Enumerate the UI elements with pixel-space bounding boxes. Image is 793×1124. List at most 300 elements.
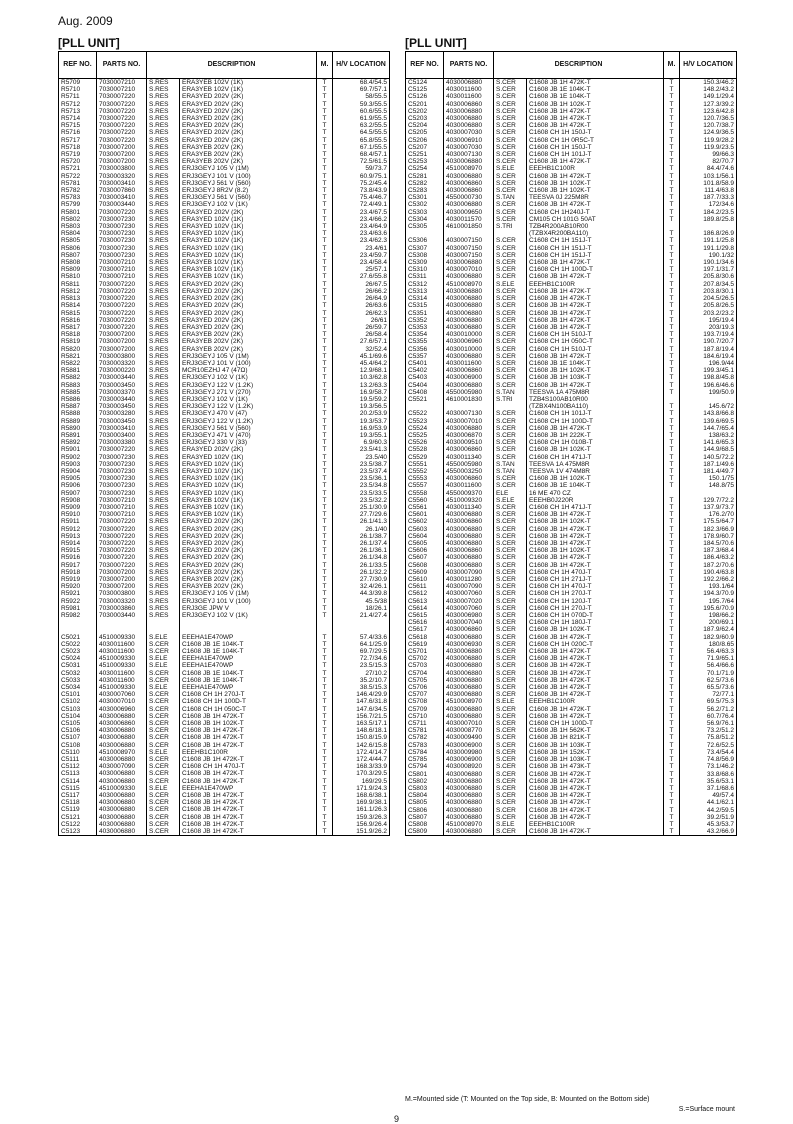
table-row <box>59 310 390 317</box>
parts-no: 4030006880 <box>444 288 494 295</box>
hv-location: 26.1/40 <box>333 526 390 533</box>
parts-no: 7030007220 <box>97 115 147 122</box>
hv-location: 184.6/19.4 <box>680 353 737 360</box>
mounted-side: T <box>664 706 680 713</box>
type: S.TRI <box>494 223 527 230</box>
hv-location: 72.6/52.5 <box>680 742 737 749</box>
mounted-side: T <box>317 425 333 432</box>
mounted-side: T <box>317 756 333 763</box>
parts-no: 4030006880 <box>97 742 147 749</box>
surface-mount-note: S.=Surface mount <box>678 1106 735 1113</box>
type: S.RES <box>147 461 180 468</box>
table-row <box>406 756 737 763</box>
table-row <box>406 518 737 525</box>
description: ERA3YED 102V (1K) <box>180 468 317 475</box>
mounted-side: T <box>664 771 680 778</box>
col-parts-no: PARTS NO. <box>444 52 494 79</box>
description: EEEHB0J220R <box>527 497 664 504</box>
table-row <box>59 497 390 504</box>
table-row <box>59 281 390 288</box>
mounted-side: T <box>664 814 680 821</box>
table-row <box>59 360 390 367</box>
parts-no: 7030007220 <box>97 526 147 533</box>
parts-no: 7030007220 <box>97 310 147 317</box>
table-row <box>406 727 737 734</box>
hv-location: 26.1/34.8 <box>333 554 390 561</box>
blank-cell <box>333 619 390 626</box>
parts-no: 4030006880 <box>97 713 147 720</box>
ref-no: C5807 <box>406 814 444 821</box>
ref-no: R5890 <box>59 425 97 432</box>
parts-no: 4030006860 <box>444 367 494 374</box>
table-row <box>59 713 390 720</box>
ref-no: C5355 <box>406 338 444 345</box>
hv-location: 204.5/26.5 <box>680 295 737 302</box>
type: S.CER <box>494 209 527 216</box>
parts-no: 4030006860 <box>444 180 494 187</box>
ref-no: R5891 <box>59 432 97 439</box>
hv-location: 196.6/46.6 <box>680 382 737 389</box>
hv-location: 71.9/65.1 <box>680 655 737 662</box>
parts-no: 7030000220 <box>97 367 147 374</box>
description: ERA3YED 102V (1K) <box>180 216 317 223</box>
parts-no: 4030006880 <box>444 540 494 547</box>
hv-location: 171.9/24.3 <box>333 785 390 792</box>
table-row <box>406 223 737 230</box>
ref-no: C5302 <box>406 201 444 208</box>
parts-no: 4510008970 <box>444 165 494 172</box>
description: ERA3YED 102V (1K) <box>180 237 317 244</box>
mounted-side: T <box>317 137 333 144</box>
mounted-side: T <box>664 497 680 504</box>
ref-no: R5809 <box>59 266 97 273</box>
table-row <box>406 734 737 741</box>
ref-no: C5356 <box>406 346 444 353</box>
type: S.RES <box>147 273 180 280</box>
type: S.RES <box>147 151 180 158</box>
description: ERA3YEB 102V (1K) <box>180 504 317 511</box>
mounted-side: T <box>317 360 333 367</box>
parts-no: 7030007200 <box>97 569 147 576</box>
description: C1608 JB 1H 472K-T <box>527 691 664 698</box>
ref-no: C5117 <box>59 792 97 799</box>
description: EEEHA1E470WP <box>180 785 317 792</box>
type: S.CER <box>494 115 527 122</box>
mounted-side: T <box>317 828 333 836</box>
description: C1608 JB 1H 103K-T <box>527 374 664 381</box>
description: C1608 JB 1H 102K-T <box>527 626 664 633</box>
parts-no: 7030007220 <box>97 302 147 309</box>
type: S.RES <box>147 583 180 590</box>
type: S.CER <box>494 353 527 360</box>
table-row <box>406 115 737 122</box>
mounted-side: T <box>664 273 680 280</box>
description: C1608 JB 1H 102K-T <box>180 720 317 727</box>
ref-no: R5881 <box>59 367 97 374</box>
mounted-side: T <box>664 828 680 836</box>
hv-location: 72.7/34.6 <box>333 655 390 662</box>
type: S.RES <box>147 331 180 338</box>
hv-location: 72.4/49.1 <box>333 201 390 208</box>
mounted-side: T <box>317 641 333 648</box>
description: C1608 JB 1H 102K-T <box>527 101 664 108</box>
description: C1608 JB 1H 103K-T <box>527 742 664 749</box>
table-row <box>406 526 737 533</box>
parts-no: 4030006880 <box>444 173 494 180</box>
type: S.CER <box>494 670 527 677</box>
parts-no: 4030007130 <box>444 151 494 158</box>
mounted-side: T <box>317 396 333 403</box>
description: C1608 CH 1H 020C-T <box>527 641 664 648</box>
table-row <box>59 504 390 511</box>
mounted-side: T <box>317 806 333 813</box>
description: ERA3YED 202V (2K) <box>180 310 317 317</box>
ref-no: R5887 <box>59 403 97 410</box>
ref-no: R5901 <box>59 446 97 453</box>
type: S.CER <box>494 727 527 734</box>
description: EEEHB1C100R <box>527 821 664 828</box>
type: S.RES <box>147 518 180 525</box>
description: ERA3YED 202V (2K) <box>180 101 317 108</box>
table-row <box>59 598 390 605</box>
hv-location: 72.5/61.5 <box>333 158 390 165</box>
description: C1608 JB 1H 472K-T <box>527 670 664 677</box>
description: C1608 CH 1H 101J-T <box>527 151 664 158</box>
description: ERA3YEB 202V (2K) <box>180 331 317 338</box>
hv-location: 190.4/63.8 <box>680 569 737 576</box>
type: S.RES <box>147 403 180 410</box>
description: C1608 JB 1H 472K-T <box>180 821 317 828</box>
description: C1608 JB 1H 472K-T <box>527 288 664 295</box>
ref-no: C5707 <box>406 691 444 698</box>
type: S.RES <box>147 165 180 172</box>
mounted-side: T <box>664 619 680 626</box>
table-row <box>406 346 737 353</box>
table-row <box>59 396 390 403</box>
type: S.CER <box>494 122 527 129</box>
parts-no: 7030007210 <box>97 86 147 93</box>
type: S.RES <box>147 554 180 561</box>
parts-no: 4030006880 <box>444 562 494 569</box>
ref-no: R5812 <box>59 288 97 295</box>
type: S.CER <box>494 605 527 612</box>
ref-no: R5716 <box>59 129 97 136</box>
type: S.CER <box>147 641 180 648</box>
table-row <box>406 742 737 749</box>
hv-location: 23.4/66.2 <box>333 216 390 223</box>
table-row <box>59 252 390 259</box>
parts-no: 4030006880 <box>444 201 494 208</box>
parts-no: 7030007200 <box>97 331 147 338</box>
parts-no: 4030006880 <box>97 734 147 741</box>
description: ERA3YED 102V (1K) <box>180 475 317 482</box>
table-row <box>59 122 390 129</box>
type: S.CER <box>494 252 527 259</box>
type: S.CER <box>494 785 527 792</box>
parts-no <box>444 230 494 237</box>
mounted-side: T <box>664 727 680 734</box>
hv-location: 186.4/63.2 <box>680 554 737 561</box>
hv-location: 120.7/36.5 <box>680 115 737 122</box>
mounted-side: T <box>317 403 333 410</box>
parts-no: 4030010000 <box>444 331 494 338</box>
hv-location: 199/50.9 <box>680 389 737 396</box>
parts-no: 4030007010 <box>97 698 147 705</box>
description: C1608 CH 1H 470J-T <box>527 583 664 590</box>
mounted-side: T <box>317 504 333 511</box>
description: C1608 JB 1H 472K-T <box>180 799 317 806</box>
type: S.CER <box>147 720 180 727</box>
description: ERA3YEB 102V (1K) <box>180 497 317 504</box>
type: S.CER <box>494 612 527 619</box>
parts-no: 4030007010 <box>444 720 494 727</box>
parts-no: 7030007230 <box>97 237 147 244</box>
hv-location: 101.8/58.9 <box>680 180 737 187</box>
hv-location: 20.2/53.9 <box>333 410 390 417</box>
table-row <box>59 245 390 252</box>
hv-location: 19.3/55.1 <box>333 432 390 439</box>
table-row <box>59 273 390 280</box>
blank-cell <box>180 619 317 626</box>
ref-no: C5710 <box>406 713 444 720</box>
hv-location: 35.2/10.7 <box>333 677 390 684</box>
table-row <box>59 828 390 836</box>
ref-no: C5107 <box>59 734 97 741</box>
hv-location: 69.7/29.5 <box>333 648 390 655</box>
mounted-side: T <box>317 93 333 100</box>
table-row <box>406 425 737 432</box>
ref-no: C5522 <box>406 410 444 417</box>
description: C1608 CH 1H 470J-T <box>180 763 317 770</box>
type: S.CER <box>494 662 527 669</box>
ref-no: R5886 <box>59 396 97 403</box>
parts-no: 4510009330 <box>97 662 147 669</box>
table-row <box>59 454 390 461</box>
type: S.RES <box>147 612 180 619</box>
parts-no: 4030007030 <box>444 144 494 151</box>
parts-no: 4030006880 <box>444 158 494 165</box>
description: C1608 JB 1E 104K-T <box>527 482 664 489</box>
parts-no: 4030007030 <box>444 129 494 136</box>
ref-no: R5908 <box>59 497 97 504</box>
parts-no: 4030007060 <box>444 590 494 597</box>
parts-no: 7030007230 <box>97 482 147 489</box>
description: TZB4S100AB10R00 <box>527 396 664 403</box>
table-row <box>406 778 737 785</box>
ref-no: C5521 <box>406 396 444 403</box>
ref-no: C5102 <box>59 698 97 705</box>
hv-location: 143.8/66.8 <box>680 410 737 417</box>
hv-location: 148.2/43.2 <box>680 86 737 93</box>
ref-no: C5607 <box>406 554 444 561</box>
table-row <box>59 151 390 158</box>
ref-no: C5206 <box>406 137 444 144</box>
mounted-side: T <box>317 237 333 244</box>
hv-location: 65.5/73.6 <box>680 684 737 691</box>
section-title-left: [PLL UNIT] <box>58 36 120 50</box>
type: S.CER <box>494 324 527 331</box>
parts-no: 7030007210 <box>97 79 147 87</box>
type: S.RES <box>147 93 180 100</box>
type: S.RES <box>147 576 180 583</box>
description: C1608 CH 1H 271J-T <box>527 576 664 583</box>
table-row <box>406 101 737 108</box>
mounted-side: T <box>664 180 680 187</box>
type: S.CER <box>494 93 527 100</box>
mounted-side: T <box>664 720 680 727</box>
description: ERA3YED 102V (1K) <box>180 482 317 489</box>
table-row <box>59 288 390 295</box>
mounted-side: T <box>317 439 333 446</box>
description: C1608 JB 1H 472K-T <box>180 727 317 734</box>
type: S.CER <box>494 446 527 453</box>
type: S.CER <box>494 569 527 576</box>
parts-no: 7030007210 <box>97 497 147 504</box>
description: C1608 JB 1H 472K-T <box>527 273 664 280</box>
mounted-side: T <box>664 129 680 136</box>
parts-no: 7030007220 <box>97 209 147 216</box>
hv-location: 19.5/59.2 <box>333 396 390 403</box>
table-row <box>59 418 390 425</box>
mounted-side: T <box>664 389 680 396</box>
mounted-side: T <box>664 324 680 331</box>
ref-no: C5524 <box>406 425 444 432</box>
parts-no: 4030006880 <box>444 677 494 684</box>
type: S.CER <box>494 158 527 165</box>
mounted-side: T <box>664 425 680 432</box>
hv-location: 195.7/64 <box>680 598 737 605</box>
parts-no: 4030006860 <box>444 446 494 453</box>
type: S.RES <box>147 295 180 302</box>
hv-location: 119.9/23.5 <box>680 144 737 151</box>
ref-no: C5309 <box>406 259 444 266</box>
mounted-side: T <box>317 814 333 821</box>
hv-location: 23.5/40 <box>333 454 390 461</box>
hv-location: 23.4/64.9 <box>333 223 390 230</box>
parts-no: 4030007010 <box>444 266 494 273</box>
description: C1608 CH 1H 101J-T <box>527 410 664 417</box>
mounted-side: T <box>664 655 680 662</box>
ref-no: C5123 <box>59 828 97 836</box>
table-row <box>406 619 737 626</box>
table-row <box>406 814 737 821</box>
description: 16 ME 470 CZ <box>527 490 664 497</box>
description: ERA3YED 102V (1K) <box>180 245 317 252</box>
parts-no: 4550005980 <box>444 389 494 396</box>
hv-location: 60.9/75.1 <box>333 173 390 180</box>
ref-no: R5810 <box>59 273 97 280</box>
ref-no: C5408 <box>406 389 444 396</box>
hv-location: 144.7/65.4 <box>680 425 737 432</box>
hv-location: 191.1/25.8 <box>680 237 737 244</box>
mounted-side: T <box>664 187 680 194</box>
type: S.CER <box>494 547 527 554</box>
mounted-side: T <box>317 698 333 705</box>
ref-no: C5706 <box>406 684 444 691</box>
ref-no: C5804 <box>406 792 444 799</box>
table-row <box>59 576 390 583</box>
parts-no: 4030006880 <box>444 79 494 87</box>
table-row <box>406 288 737 295</box>
mounted-side: T <box>317 792 333 799</box>
mounted-side: T <box>664 670 680 677</box>
table-row <box>406 151 737 158</box>
type: S.RES <box>147 598 180 605</box>
mounted-side: T <box>664 439 680 446</box>
description: C1608 JB 1H 562K-T <box>527 727 664 734</box>
type: S.ELE <box>494 165 527 172</box>
ref-no: R5806 <box>59 245 97 252</box>
ref-no: C5702 <box>406 655 444 662</box>
ref-no: C5112 <box>59 763 97 770</box>
ref-no: R5783 <box>59 194 97 201</box>
table-row <box>59 583 390 590</box>
table-row <box>59 785 390 792</box>
hv-location: 72/77.1 <box>680 691 737 698</box>
ref-no: C5616 <box>406 619 444 626</box>
ref-no: C5611 <box>406 583 444 590</box>
parts-no: 7030007220 <box>97 93 147 100</box>
type: S.CER <box>494 137 527 144</box>
ref-no: C5401 <box>406 360 444 367</box>
blank-cell <box>147 626 180 633</box>
table-row <box>406 511 737 518</box>
ref-no: C5784 <box>406 749 444 756</box>
description: C1608 CH 1H 270J-T <box>180 691 317 698</box>
ref-no: C5310 <box>406 266 444 273</box>
ref-no: R5718 <box>59 144 97 151</box>
parts-no: 4030006880 <box>97 799 147 806</box>
description: ERJ3GEYJ 330 V (33) <box>180 439 317 446</box>
table-row <box>59 461 390 468</box>
description: C1608 JB 1E 104K-T <box>180 677 317 684</box>
ref-no: R5711 <box>59 93 97 100</box>
parts-no: 4550005980 <box>444 461 494 468</box>
ref-no: C5809 <box>406 828 444 836</box>
hv-location: 63.2/55.5 <box>333 122 390 129</box>
hv-location: 187.8/19.4 <box>680 346 737 353</box>
parts-no: 7030007230 <box>97 223 147 230</box>
mounted-side: T <box>317 331 333 338</box>
parts-no: 4610001850 <box>444 223 494 230</box>
ref-no: C5115 <box>59 785 97 792</box>
ref-no: C5602 <box>406 518 444 525</box>
description: C1608 JB 1H 472K-T <box>527 655 664 662</box>
mounted-side: T <box>317 598 333 605</box>
table-row <box>406 662 737 669</box>
parts-no: 7030003320 <box>97 598 147 605</box>
description: C1608 JB 1H 472K-T <box>527 684 664 691</box>
hv-location: 60.6/55.5 <box>333 108 390 115</box>
hv-location: 67.1/55.5 <box>333 144 390 151</box>
mounted-side: T <box>664 792 680 799</box>
type: S.CER <box>494 367 527 374</box>
description: C1608 JB 1H 472K-T <box>180 770 317 777</box>
type: S.RES <box>147 533 180 540</box>
type: S.RES <box>147 353 180 360</box>
type: S.CER <box>494 201 527 208</box>
parts-no: 4030006880 <box>444 295 494 302</box>
hv-location: 156.7/21.5 <box>333 713 390 720</box>
ref-no: C5619 <box>406 641 444 648</box>
mounted-side: T <box>664 446 680 453</box>
type: S.RES <box>147 605 180 612</box>
parts-no: 4030006880 <box>444 533 494 540</box>
description: C1608 CH 1H 270J-T <box>527 605 664 612</box>
table-row <box>406 194 737 201</box>
hv-location: 168.3/33.9 <box>333 763 390 770</box>
description: ERJ3GEYJ 561 V (560) <box>180 425 317 432</box>
